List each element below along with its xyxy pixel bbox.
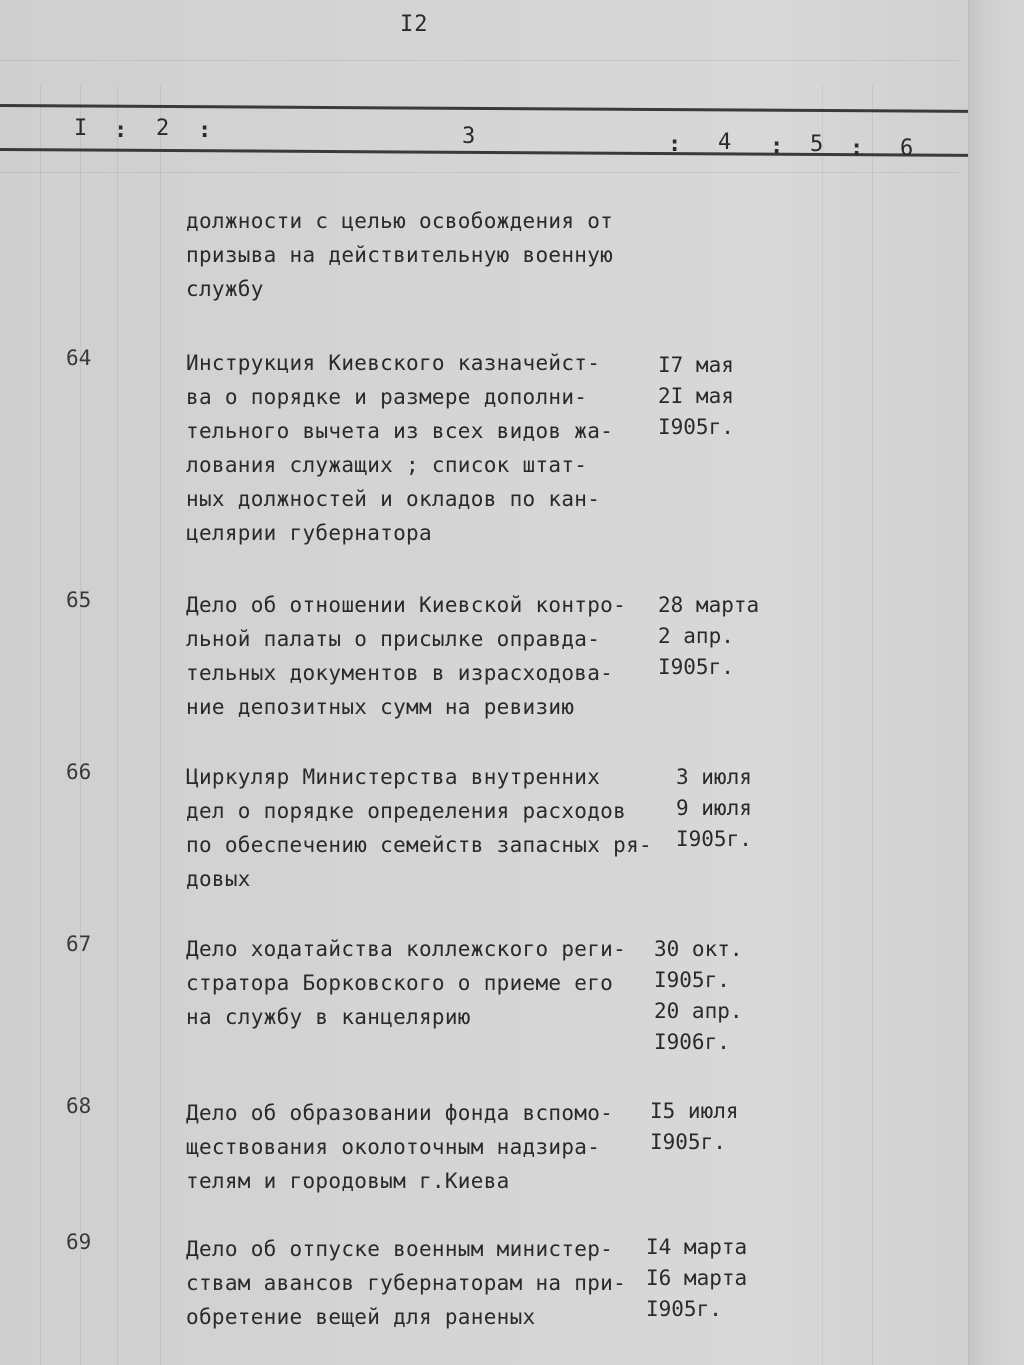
column-header-1: I (74, 116, 88, 141)
text-line: ных должностей и окладов по кан- (186, 487, 601, 511)
date-line: I905г. (658, 415, 734, 439)
grid-line (80, 85, 81, 1365)
grid-line (40, 85, 41, 1365)
text-line: Циркуляр Министерства внутренних (186, 765, 601, 789)
date-line: I905г. (654, 968, 730, 992)
entry-description (186, 760, 656, 896)
entry-number: 66 (66, 760, 92, 784)
entry-dates (658, 350, 768, 443)
date-line: I6 марта (646, 1266, 748, 1290)
column-header-6: 6 (900, 136, 914, 161)
text-line: стратора Борковского о приеме его (186, 971, 614, 995)
date-line: I905г. (658, 655, 734, 679)
text-line: телям и городовым г.Киева (186, 1169, 510, 1193)
entry-description (186, 1096, 656, 1198)
entry-number: 65 (66, 588, 92, 612)
text-line: ществования околоточным надзира- (186, 1135, 601, 1159)
entry-dates (650, 1096, 760, 1158)
entry-description (186, 1232, 656, 1334)
entry-dates (654, 934, 764, 1058)
entry-dates (658, 590, 768, 683)
date-line: 30 окт. (654, 937, 743, 961)
date-line: 2 апр. (658, 624, 734, 648)
text-line: на службу в канцелярию (186, 1005, 471, 1029)
text-line: Дело об образовании фонда вспомо- (186, 1101, 614, 1125)
entry-number: 67 (66, 932, 92, 956)
column-separator: : (114, 118, 128, 143)
text-line: обретение вещей для раненых (186, 1305, 536, 1329)
grid-line (160, 85, 161, 1365)
text-line: Дело ходатайства коллежского реги- (186, 937, 627, 961)
date-line: 3 июля (676, 765, 752, 789)
date-line: I905г. (646, 1297, 722, 1321)
grid-line (822, 85, 823, 1365)
grid-line (872, 85, 873, 1365)
entry-description (186, 346, 656, 550)
entry-number: 69 (66, 1230, 92, 1254)
column-separator: : (668, 132, 682, 157)
text-line: тельного вычета из всех видов жа- (186, 419, 614, 443)
date-line: I906г. (654, 1030, 730, 1054)
text-line: дел о порядке определения расходов (186, 799, 627, 823)
column-header-5: 5 (810, 132, 824, 157)
date-line: I7 мая (658, 353, 734, 377)
date-line: I905г. (650, 1130, 726, 1154)
grid-line (0, 172, 960, 173)
entry-dates (646, 1232, 756, 1325)
date-line: I5 июля (650, 1099, 739, 1123)
text-line: службу (186, 277, 264, 301)
page-number: I2 (400, 12, 429, 37)
entry-number: 68 (66, 1094, 92, 1118)
text-line: льной палаты о присылке оправда- (186, 627, 601, 651)
text-line: Инструкция Киевского казначейст- (186, 351, 601, 375)
text-line: целярии губернатора (186, 521, 432, 545)
entry-number: 64 (66, 346, 92, 370)
text-line: ва о порядке и размере дополни- (186, 385, 588, 409)
text-line: должности с целью освобождения от (186, 209, 614, 233)
text-line: по обеспечению семейств запасных ря- (186, 833, 652, 857)
column-header-2: 2 (156, 116, 170, 141)
text-line: Дело об отношении Киевской контро- (186, 593, 627, 617)
column-header-3: 3 (462, 124, 476, 149)
page-edge (968, 0, 1024, 1365)
column-separator: : (850, 136, 864, 161)
date-line: 28 марта (658, 593, 760, 617)
date-line: 20 апр. (654, 999, 743, 1023)
entry-dates (676, 762, 786, 855)
text-line: Дело об отпуске военным министер- (186, 1237, 614, 1261)
text-line: тельных документов в израсходова- (186, 661, 614, 685)
text-line: довых (186, 867, 251, 891)
column-separator: : (198, 118, 212, 143)
column-header-4: 4 (718, 130, 732, 155)
grid-line (117, 85, 118, 1365)
date-line: I4 марта (646, 1235, 748, 1259)
continuation-text (186, 204, 656, 306)
date-line: 9 июля (676, 796, 752, 820)
column-separator: : (770, 134, 784, 159)
grid-line (0, 60, 960, 61)
text-line: лования служащих ; список штат- (186, 453, 588, 477)
date-line: I905г. (676, 827, 752, 851)
text-line: ствам авансов губернаторам на при- (186, 1271, 627, 1295)
entry-description (186, 932, 656, 1034)
text-line: ние депозитных сумм на ревизию (186, 695, 575, 719)
entry-description (186, 588, 656, 724)
text-line: призыва на действительную военную (186, 243, 614, 267)
date-line: 2I мая (658, 384, 734, 408)
